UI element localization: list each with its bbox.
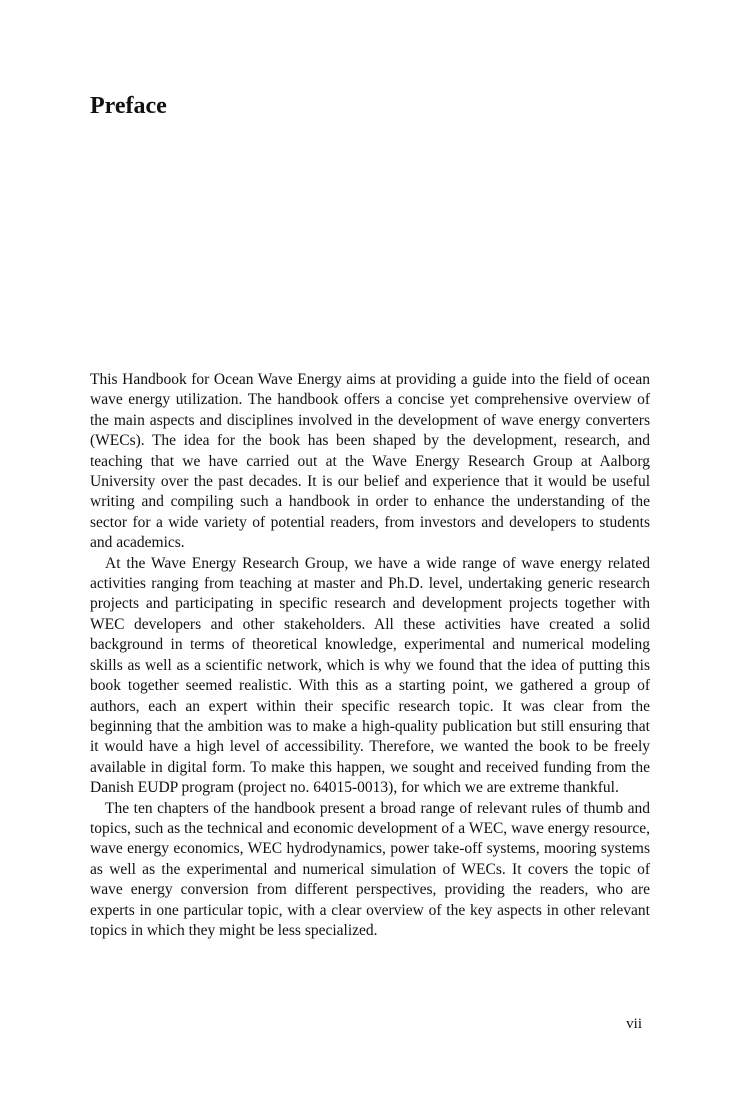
paragraph-1: This Handbook for Ocean Wave Energy aims at providing a guide into the field of ocean wave energy utilization. The handbook offers a concise yet comprehensive overview of the main aspects and disciplines involved in the development of wave energy converters (WECs). The idea for the book has been shaped by the development, research, and teaching that we have carried out at the Wave Energy Research Group at Aalborg University over the past decades. It is our belief and experience that it would be useful writing and compiling such a handbook in order to enhance the understanding of the sector for a wide variety of potential readers, from investors and developers to students and academics.	[90, 371, 650, 552]
page-title: Preface	[90, 93, 167, 119]
preface-body	[90, 370, 650, 941]
page-number: vii	[626, 1016, 642, 1032]
paragraph-3: The ten chapters of the handbook present a broad range of relevant rules of thumb and topics, such as the technical and economic development of a WEC, wave energy resource, wave energy economics, WEC hydrodynamics, power take-off systems, mooring systems as well as the experimental and numerical simulation of WECs. It covers the topic of wave energy conversion from different perspectives, providing the readers, who are experts in one particular topic, with a clear overview of the key aspects in other relevant topics in which they might be less specialized.	[90, 799, 650, 939]
paragraph-2: At the Wave Energy Research Group, we have a wide range of wave energy related activities ranging from teaching at master and Ph.D. level, undertaking generic research projects and participating in specific research and development projects together with WEC developers and other stakeholders. All these activities have created a solid background in terms of theoretical knowledge, experimental and numerical modeling skills as well as a scientific network, which is why we found that the idea of putting this book together seemed realistic. With this as a starting point, we gathered a group of authors, each an expert within their specific research topic. It was clear from the beginning that the ambition was to make a high-quality publication but still ensuring that it would have a high level of accessibility. Therefore, we wanted the book to be freely available in digital form. To make this happen, we sought and received funding from the Danish EUDP program (project no. 64015-0013), for which we are extreme thankful.	[90, 554, 650, 797]
